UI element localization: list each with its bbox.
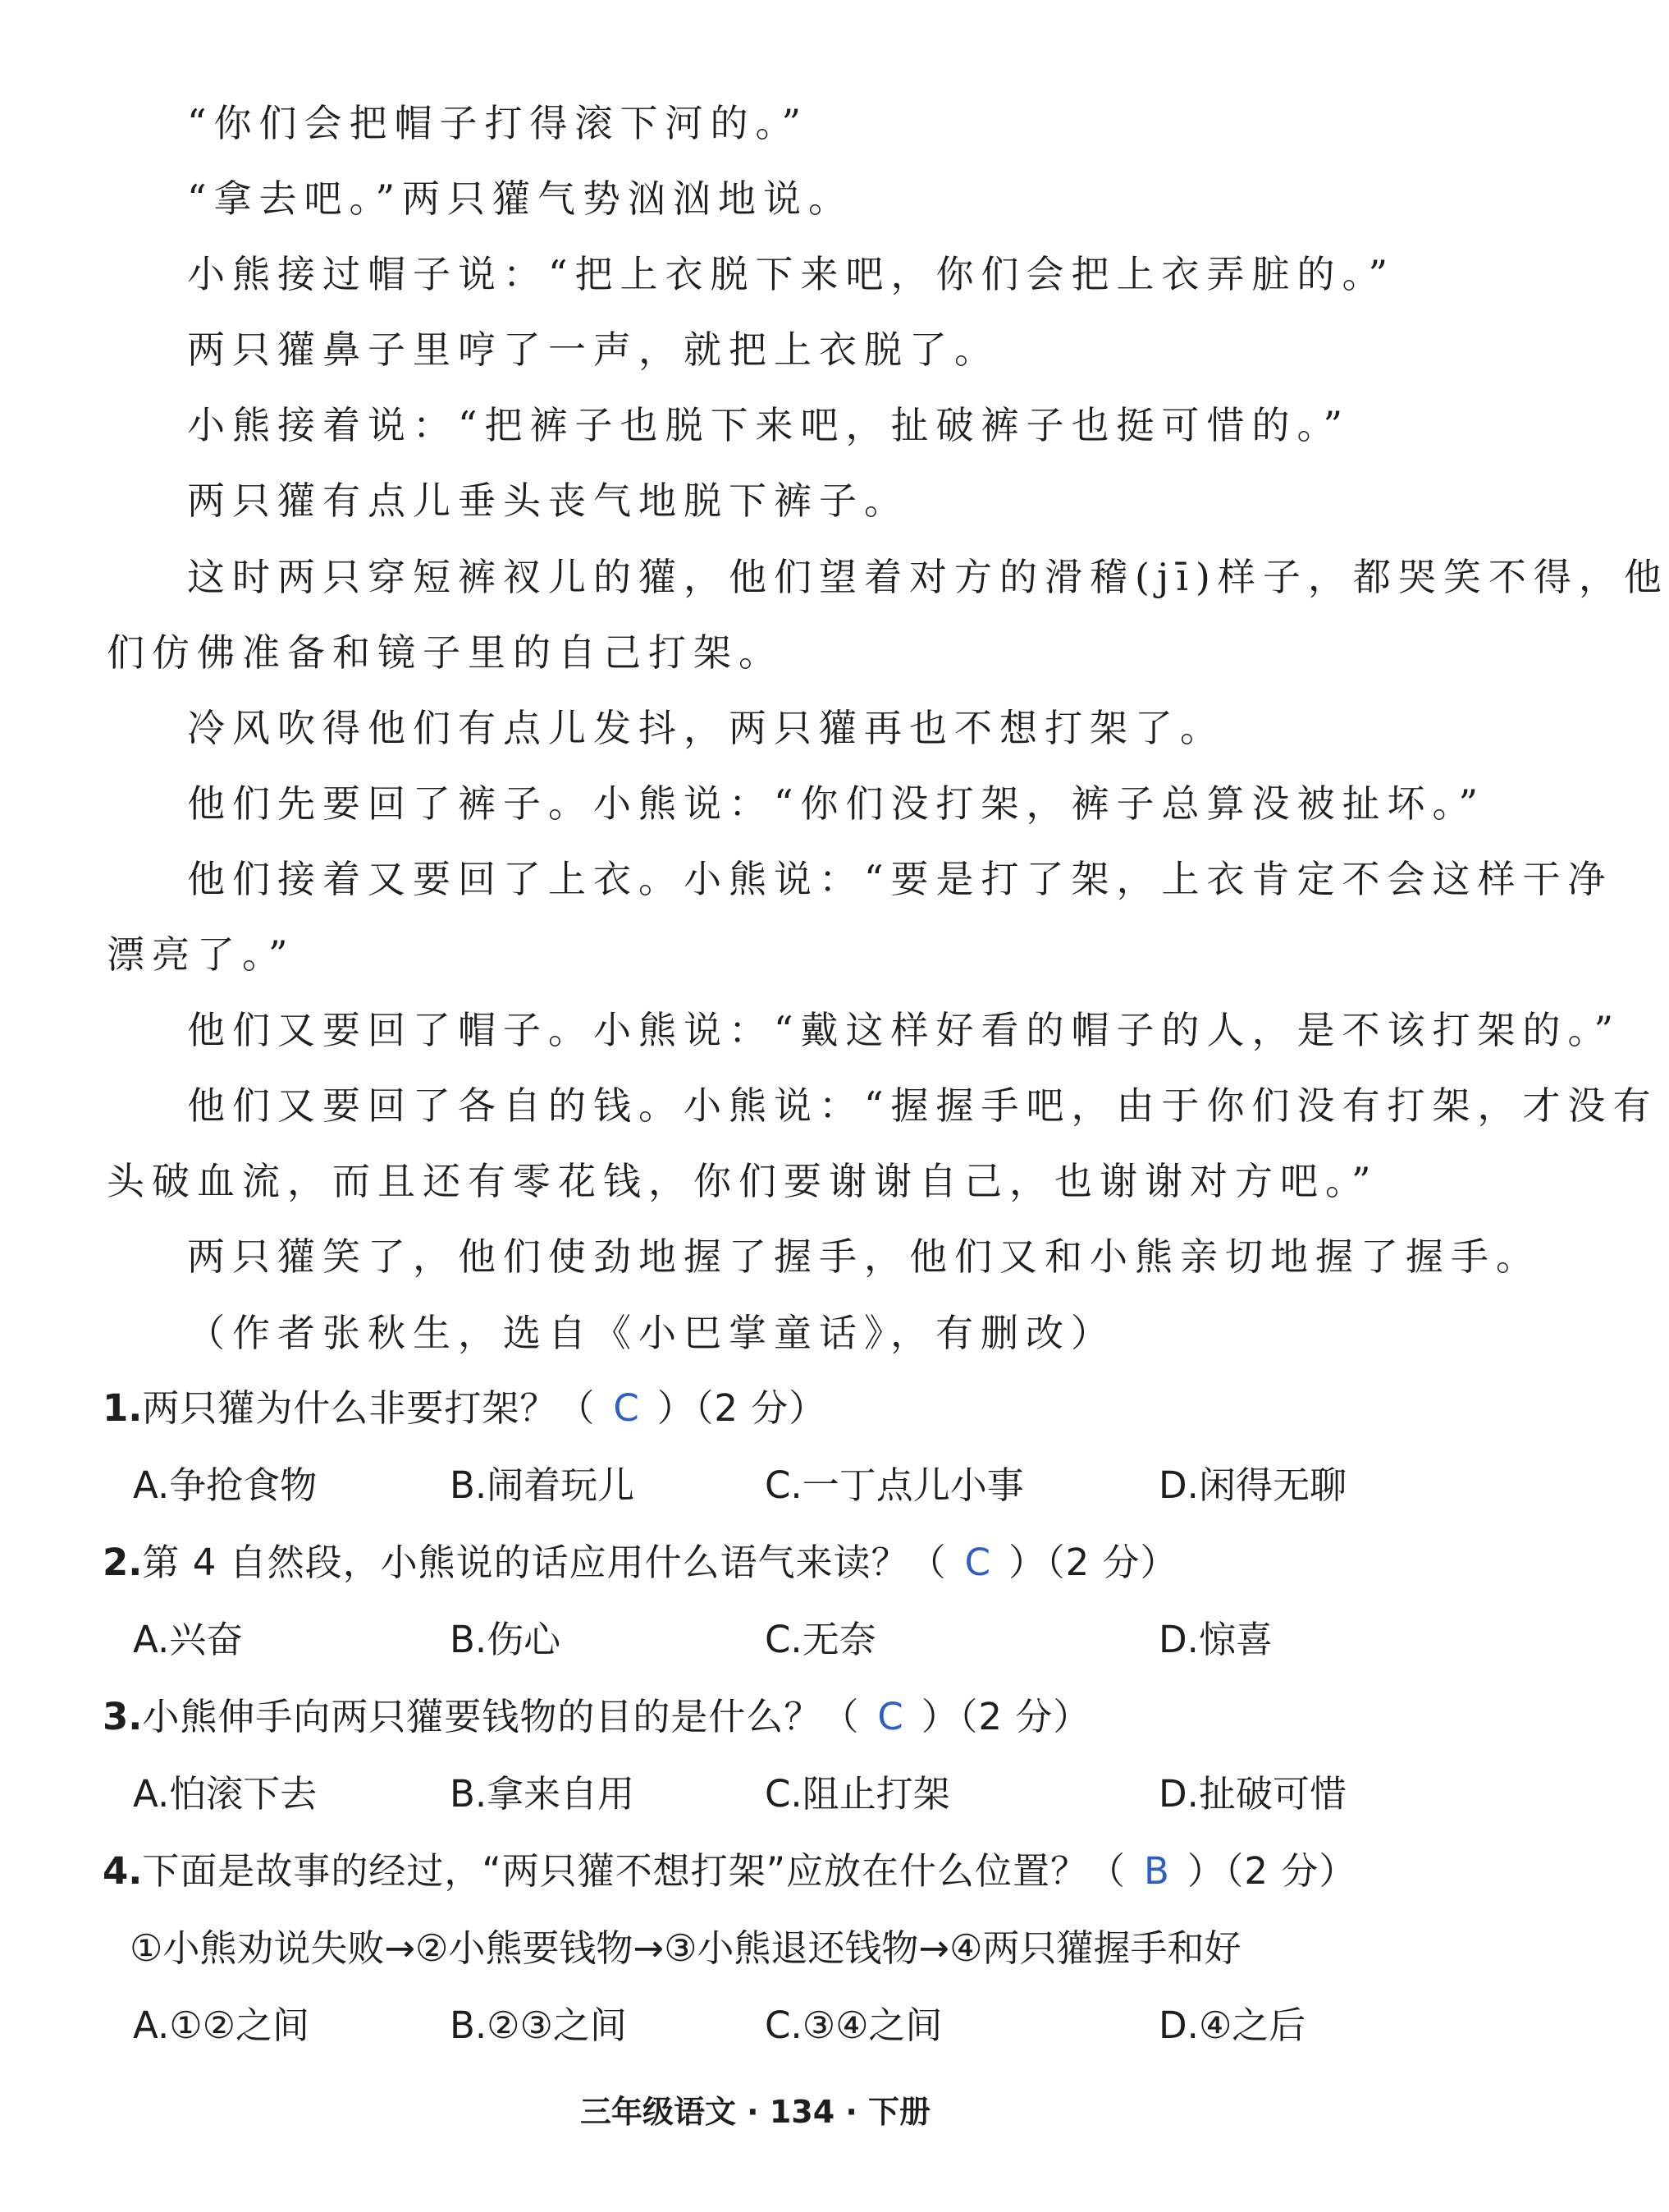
story-line: 冷风吹得他们有点儿发抖，两只獾再也不想打架了。 bbox=[187, 706, 1225, 750]
story-line: 漂亮了。” bbox=[107, 932, 295, 977]
question-score: ）（2 分） bbox=[921, 1695, 1091, 1738]
option-c: C.阻止打架 bbox=[765, 1772, 950, 1816]
option-d: D.扯破可惜 bbox=[1159, 1772, 1347, 1816]
question-text: 两只獾为什么非要打架？（ bbox=[142, 1386, 596, 1430]
question-score: ）（2 分） bbox=[656, 1386, 827, 1430]
story-source: （作者张秋生，选自《小巴掌童话》，有删改） bbox=[187, 1311, 1116, 1355]
question-number: 4. bbox=[103, 1849, 143, 1893]
story-line: 两只獾有点儿垂头丧气地脱下裤子。 bbox=[187, 479, 909, 523]
option-c: C.无奈 bbox=[765, 1618, 876, 1661]
question-1 bbox=[103, 1384, 826, 1433]
question-score: ）（2 分） bbox=[1187, 1849, 1357, 1893]
story-sequence: ①小熊劝说失败→②小熊要钱物→③小熊退还钱物→④两只獾握手和好 bbox=[130, 1926, 1241, 1970]
option-b: B.②③之间 bbox=[450, 2004, 627, 2047]
option-c: C.③④之间 bbox=[765, 2004, 943, 2047]
question-2 bbox=[103, 1538, 1178, 1587]
question-4 bbox=[103, 1847, 1356, 1896]
question-text: 下面是故事的经过，“两只獾不想打架”应放在什么位置？（ bbox=[142, 1849, 1127, 1893]
option-b: B.闹着玩儿 bbox=[450, 1463, 635, 1507]
question-number: 3. bbox=[103, 1695, 143, 1738]
story-line: “拿去吧。”两只獾气势汹汹地说。 bbox=[187, 176, 854, 221]
option-a: A.兴奋 bbox=[133, 1618, 244, 1661]
story-line: 他们接着又要回了上衣。小熊说：“要是打了架，上衣肯定不会这样干净 bbox=[187, 857, 1613, 901]
question-score: ）（2 分） bbox=[1008, 1541, 1178, 1584]
story-line: 两只獾笑了，他们使劲地握了握手，他们又和小熊亲切地握了握手。 bbox=[187, 1234, 1541, 1279]
option-a: A.争抢食物 bbox=[133, 1463, 318, 1507]
option-d: D.④之后 bbox=[1159, 2004, 1306, 2047]
option-b: B.拿来自用 bbox=[450, 1772, 635, 1816]
option-a: A.怕滚下去 bbox=[133, 1772, 318, 1816]
page-footer: 三年级语文 · 134 · 下册 bbox=[579, 2094, 931, 2130]
story-line: 两只獾鼻子里哼了一声，就把上衣脱了。 bbox=[187, 327, 999, 372]
question-number: 1. bbox=[103, 1386, 143, 1430]
answer-choice: C bbox=[877, 1695, 903, 1738]
story-line: 们仿佛准备和镜子里的自己打架。 bbox=[107, 630, 784, 675]
story-line: 他们又要回了帽子。小熊说：“戴这样好看的帽子的人，是不该打架的。” bbox=[187, 1008, 1621, 1052]
story-line: 他们先要回了裤子。小熊说：“你们没打架，裤子总算没被扯坏。” bbox=[187, 781, 1486, 826]
option-d: D.闲得无聊 bbox=[1159, 1463, 1347, 1507]
answer-choice: C bbox=[613, 1386, 639, 1430]
option-d: D.惊喜 bbox=[1159, 1618, 1273, 1661]
option-a: A.①②之间 bbox=[133, 2004, 309, 2047]
option-c: C.一丁点儿小事 bbox=[765, 1463, 1024, 1507]
story-line: 小熊接着说：“把裤子也脱下来吧，扯破裤子也挺可惜的。” bbox=[187, 403, 1351, 447]
option-b: B.伤心 bbox=[450, 1618, 561, 1661]
story-line: 头破血流，而且还有零花钱，你们要谢谢自己，也谢谢对方吧。” bbox=[107, 1159, 1379, 1203]
answer-choice: B bbox=[1144, 1849, 1169, 1893]
story-line: 小熊接过帽子说：“把上衣脱下来吧，你们会把上衣弄脏的。” bbox=[187, 252, 1396, 296]
story-line: “你们会把帽子打得滚下河的。” bbox=[187, 101, 809, 145]
question-text: 小熊伸手向两只獾要钱物的目的是什么？（ bbox=[142, 1695, 860, 1738]
answer-choice: C bbox=[964, 1541, 991, 1584]
question-text: 第 4 自然段，小熊说的话应用什么语气来读？（ bbox=[142, 1541, 947, 1584]
story-line: 这时两只穿短裤衩儿的獾，他们望着对方的滑稽(jī)样子，都哭笑不得，他 bbox=[187, 555, 1669, 599]
question-number: 2. bbox=[103, 1541, 143, 1584]
question-3 bbox=[103, 1692, 1091, 1742]
story-line: 他们又要回了各自的钱。小熊说：“握握手吧，由于你们没有打架，才没有 bbox=[187, 1083, 1658, 1128]
